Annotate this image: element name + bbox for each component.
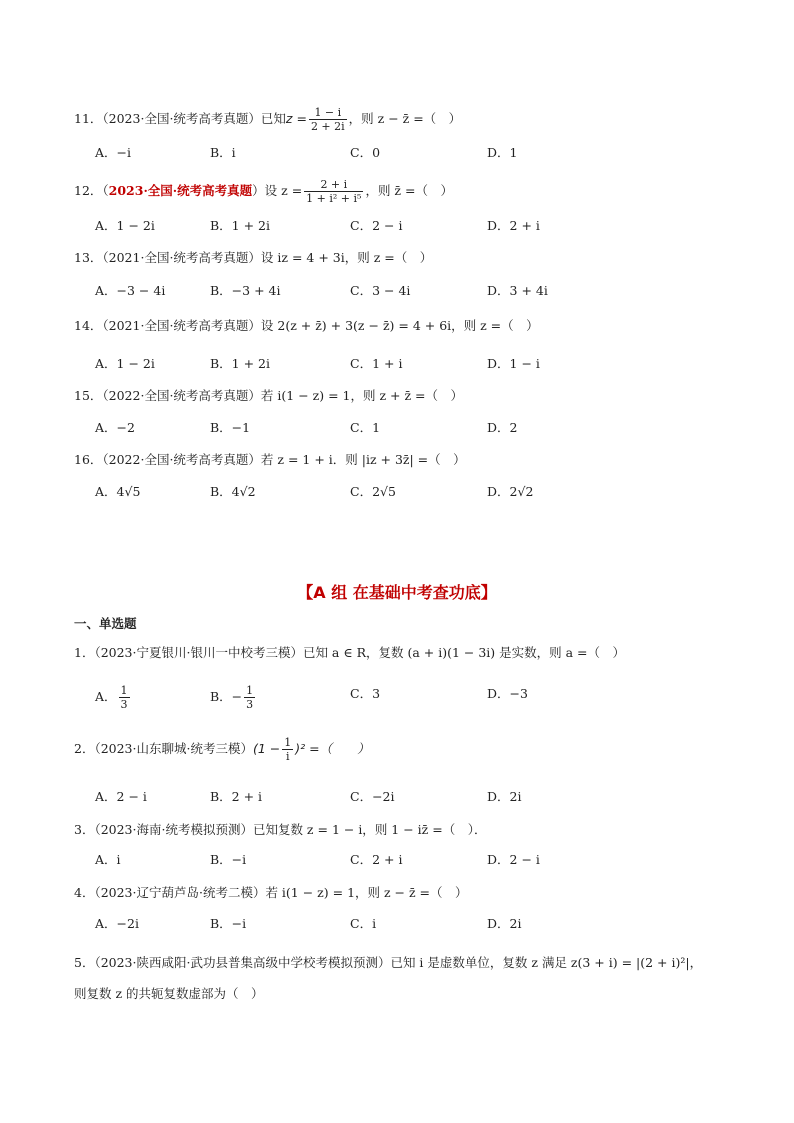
- option-c[interactable]: C．−2i: [350, 789, 395, 804]
- option-b[interactable]: B．1 + 2i: [210, 356, 271, 371]
- option-c[interactable]: C．0: [350, 145, 381, 160]
- option-b[interactable]: B．−3 + 4i: [210, 283, 281, 298]
- option-d[interactable]: D．2i: [487, 789, 522, 804]
- option-a[interactable]: A．2 − i: [95, 789, 147, 804]
- option-a[interactable]: A．1 − 2i: [95, 218, 155, 233]
- option-a[interactable]: A．4√5: [95, 484, 141, 499]
- source-highlight: 2023·全国·统考高考真题: [108, 183, 253, 198]
- option-c[interactable]: C．i: [350, 916, 377, 931]
- option-b[interactable]: B．4√2: [210, 484, 256, 499]
- option-c[interactable]: C．1 + i: [350, 356, 403, 371]
- option-a[interactable]: A．1 − 2i: [95, 356, 155, 371]
- option-a[interactable]: A．−2: [95, 420, 135, 435]
- section-title: 【A 组 在基础中考查功底】: [297, 583, 497, 602]
- option-b[interactable]: B．− $\frac{1}{3}$: [210, 684, 254, 711]
- option-c[interactable]: C．2√5: [350, 484, 396, 499]
- question-a1: 1．（2023·宁夏银川·银川一中校考三模）已知 a ∈ R，复数 (a + i)(1 − 3i) 是实数，则 a =（ ）: [74, 645, 626, 660]
- fraction: $\frac{1 - i}{2 + 2i}$: [310, 106, 345, 133]
- option-a[interactable]: A．i: [95, 852, 121, 867]
- option-d[interactable]: D．2: [487, 420, 518, 435]
- question-16: 16．（2022·全国·统考高考真题）若 z = 1 + i．则 |iz + 3z̄| =（ ）: [74, 452, 466, 467]
- option-d[interactable]: D．−3: [487, 686, 528, 701]
- section-subtitle: 一、单选题: [74, 616, 137, 631]
- option-a[interactable]: A．−i: [95, 145, 131, 160]
- option-c[interactable]: C．2 − i: [350, 218, 403, 233]
- question-a4: 4．（2023·辽宁葫芦岛·统考二模）若 i(1 − z) = 1，则 z − z̄ =（ ）: [74, 885, 468, 900]
- option-b[interactable]: B．i: [210, 145, 236, 160]
- question-a5-line2: 则复数 z 的共轭复数虚部为（ ）: [74, 986, 264, 1001]
- question-11: 11．（2023·全国·统考高考真题）已知z = $\frac{1 - i}{2 + 2i}$ ，则 z − z̄ =（ ）: [74, 106, 462, 133]
- question-15: 15．（2022·全国·统考高考真题）若 i(1 − z) = 1，则 z + z̄ =（ ）: [74, 388, 463, 403]
- fraction: $\frac{1}{3}$: [120, 684, 128, 711]
- option-c[interactable]: C．2 + i: [350, 852, 403, 867]
- fraction: $\frac{1}{i}$: [284, 736, 292, 763]
- option-d[interactable]: D．1 − i: [487, 356, 540, 371]
- question-a2: 2．（2023·山东聊城·统考三模）(1 − $\frac{1}{i}$ )² =（ ）: [74, 736, 370, 763]
- option-d[interactable]: D．2√2: [487, 484, 534, 499]
- option-b[interactable]: B．2 + i: [210, 789, 263, 804]
- option-d[interactable]: D．3 + 4i: [487, 283, 548, 298]
- option-a[interactable]: A．−2i: [95, 916, 139, 931]
- option-b[interactable]: B．−1: [210, 420, 251, 435]
- option-a[interactable]: A．−3 − 4i: [95, 283, 166, 298]
- option-d[interactable]: D．2 − i: [487, 852, 540, 867]
- question-12: 12．（2023·全国·统考高考真题）设 z = $\frac{2 + i}{\text{1 + i² + i⁵}}$ ，则 z̄ =（ ）: [74, 178, 453, 205]
- question-14: 14．（2021·全国·统考高考真题）设 2(z + z̄) + 3(z − z̄) = 4 + 6i，则 z =（ ）: [74, 318, 539, 333]
- option-d[interactable]: D．1: [487, 145, 518, 160]
- option-d[interactable]: D．2i: [487, 916, 522, 931]
- option-c[interactable]: C．1: [350, 420, 381, 435]
- option-c[interactable]: C．3 − 4i: [350, 283, 411, 298]
- fraction: $\frac{2 + i}{\text{1 + i² + i⁵}}$: [306, 178, 362, 205]
- option-b[interactable]: B．1 + 2i: [210, 218, 271, 233]
- question-a5-line1: 5．（2023·陕西咸阳·武功县普集高级中学校考模拟预测）已知 i 是虚数单位，复数 z 满足 z(3 + i) = |(2 + i)²|，: [74, 955, 703, 970]
- option-a[interactable]: A． $\frac{1}{3}$: [95, 684, 128, 711]
- question-13: 13．（2021·全国·统考高考真题）设 iz = 4 + 3i，则 z =（ ）: [74, 250, 433, 265]
- option-c[interactable]: C．3: [350, 686, 381, 701]
- option-b[interactable]: B．−i: [210, 916, 247, 931]
- option-d[interactable]: D．2 + i: [487, 218, 540, 233]
- fraction: $\frac{1}{3}$: [246, 684, 254, 711]
- question-a3: 3．（2023·海南·统考模拟预测）已知复数 z = 1 − i，则 1 − iz̄ =（ ）．: [74, 822, 487, 837]
- option-b[interactable]: B．−i: [210, 852, 247, 867]
